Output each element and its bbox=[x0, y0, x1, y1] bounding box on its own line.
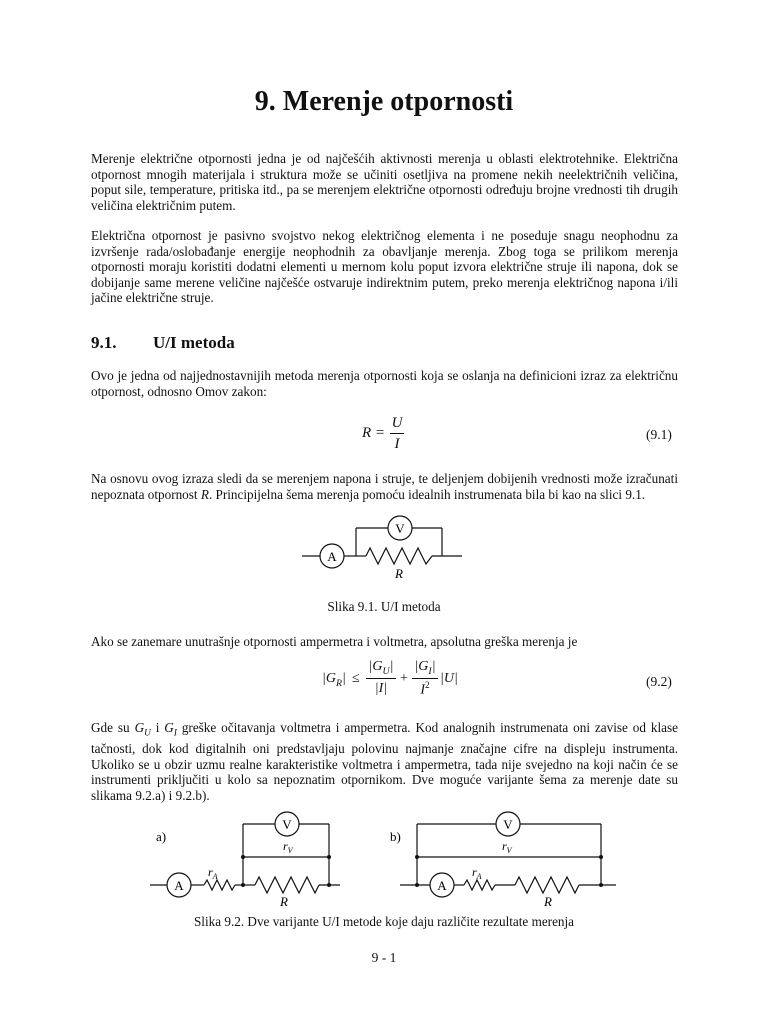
svg-text:A: A bbox=[437, 878, 447, 893]
eq2-frac2-den: $I^2$ bbox=[420, 680, 430, 698]
svg-text:R: R bbox=[280, 894, 288, 909]
svg-text:rA: $r_A$ bbox=[472, 865, 482, 881]
eq2-le: ≤ bbox=[352, 671, 360, 686]
equation-number-9-1: (9.1) bbox=[646, 427, 672, 442]
figure-9-1-circuit bbox=[300, 512, 470, 582]
eq2-frac2-bar bbox=[412, 678, 438, 679]
svg-text:A: A bbox=[174, 878, 184, 893]
eq2-voltage: |U| bbox=[440, 671, 458, 686]
section-heading bbox=[91, 333, 235, 353]
eq2-lhs: $|G_R|$ bbox=[322, 671, 346, 689]
intro-paragraph-2: Električna otpornost je pasivno svojstvo nekog električnog elementa i ne poseduje snagu neophodnu za izvršenje rada/oslobađanje energije neophodnih za obavljanje merenja. Zbog toga se prilikom merenja otpornosti moraju koristiti dodatni elementi u mernom kolu poput izvora električne struje ili napona, dok se dobijanje same merene veličine najčešće ostvaruje indirektnim putem, preko merenja električnog napona i/ili jačine električne struje. bbox=[91, 228, 678, 306]
figure-9-2b-circuit bbox=[380, 810, 620, 910]
fig2a-label: a) bbox=[156, 829, 167, 844]
eq1-denominator: I bbox=[394, 436, 400, 452]
svg-text:V: V bbox=[282, 817, 292, 832]
page-title: 9. Merenje otpornosti bbox=[254, 86, 514, 117]
svg-text:R: R bbox=[544, 894, 552, 909]
voltmeter-label: V bbox=[395, 521, 405, 536]
svg-text:rV: $r_V$ bbox=[283, 839, 293, 855]
svg-text:rA: $r_A$ bbox=[208, 865, 218, 881]
equation-number-9-2: (9.2) bbox=[646, 674, 672, 689]
resistor-zigzag bbox=[366, 548, 432, 564]
variants-paragraph: Gde su $G_U$ i $G_I$ greške očitavanja voltmetra i ampermetra. Kod analognih instrumenata oni zavise od klase tačnosti, dok kod digitalnih oni predstavljaju polovinu najmanje značajne cifre na displeju instrumenta. Ukoliko se u obzir uzmu realne karakteristike voltmetra i ampermetra, tada nije svejedno na koji način će se instrumenti priključiti u kolo sa nepoznatim otpornikom. Dve moguće varijante šema za merenje date su slikama 9.2.a) i 9.2.b). bbox=[91, 720, 679, 804]
equation-9-2 bbox=[322, 659, 458, 705]
figure-9-2-caption: Slika 9.2. Dve varijante U/I metode koje daju različite rezultate merenja bbox=[193, 914, 575, 929]
eq2-frac1-num: $|G_U|$ bbox=[368, 659, 394, 677]
eq1-lhs: R = bbox=[362, 425, 386, 441]
svg-text:V: V bbox=[503, 817, 513, 832]
eq1-numerator: U bbox=[391, 415, 403, 431]
figure-9-2a-circuit bbox=[140, 810, 340, 910]
eq2-frac2-num: $|G_I|$ bbox=[414, 659, 436, 677]
intro-paragraph-1: Merenje električne otpornosti jedna je od najčešćih aktivnosti merenja u oblasti elektrotehnike. Električna otpornost mnogih materijala i struktura može se učiniti osetljiva na promene nekih neelektričnih veličina, poput sile, temperature, pritiska itd., pa se merenjem električne otpornosti određuju brojne vrednosti tih drugih veličina električnim putem. bbox=[91, 151, 678, 213]
eq2-plus: + bbox=[400, 671, 408, 686]
svg-text:rV: $r_V$ bbox=[502, 839, 512, 855]
resistor-label: R bbox=[395, 566, 403, 581]
resistance-symbol: R bbox=[200, 486, 209, 502]
eq1-fraction-bar bbox=[390, 433, 404, 434]
fig2b-label: b) bbox=[390, 829, 401, 844]
page-number: 9 - 1 bbox=[371, 950, 397, 965]
figure-9-1-caption: Slika 9.1. U/I metoda bbox=[327, 599, 441, 614]
eq2-frac1-bar bbox=[366, 678, 396, 679]
ammeter-label: A bbox=[327, 549, 337, 564]
principle-paragraph: Na osnovu ovog izraza sledi da se merenjem napona i struje, te deljenjem dobijenih vrednosti može izračunati nepoznata otpornost R. Principijelna šema merenja pomoću idealnih instrumenata bila bi kao na slici 9.1. bbox=[91, 471, 678, 502]
section-number: 9.1. bbox=[91, 333, 117, 352]
eq2-frac1-den: |I| bbox=[374, 681, 388, 696]
error-paragraph: Ako se zanemare unutrašnje otpornosti ampermetra i voltmetra, apsolutna greška merenja je bbox=[91, 634, 578, 649]
section-title: U/I metoda bbox=[153, 333, 235, 352]
method-paragraph: Ovo je jedna od najjednostavnijih metoda merenja otpornosti koja se oslanja na definicioni izraz za električnu otpornost, odnosno Omov zakon: bbox=[91, 368, 678, 399]
equation-9-1 bbox=[362, 415, 422, 455]
